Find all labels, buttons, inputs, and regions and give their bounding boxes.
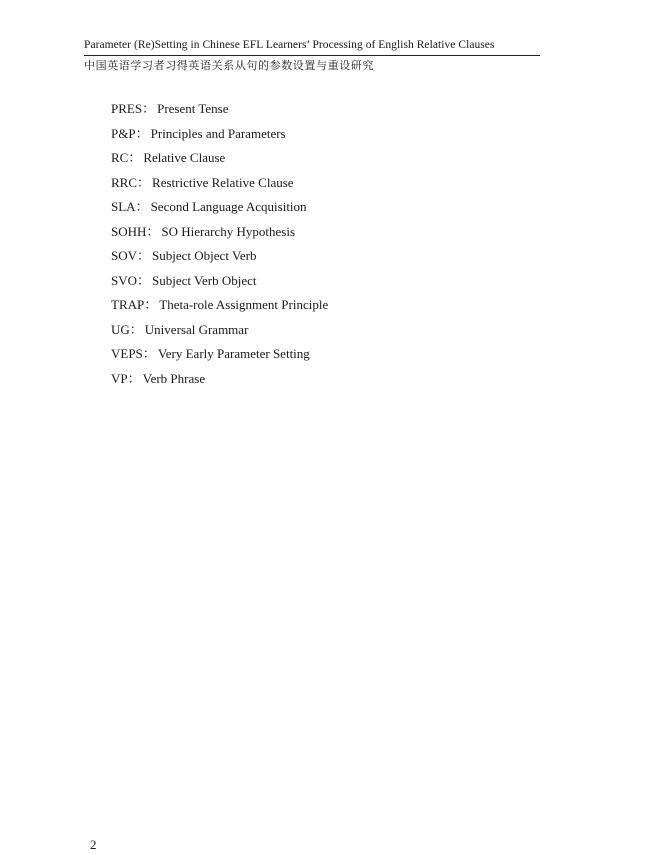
abbreviation-item (111, 367, 328, 392)
abbreviation-meaning: Subject Verb Object (152, 272, 257, 288)
abbreviation-separator: ： (135, 125, 149, 141)
abbreviation-separator: ： (127, 370, 141, 386)
abbreviation-meaning: Second Language Acquisition (150, 199, 307, 214)
abbreviation-item (111, 195, 328, 220)
abbreviation-item (111, 269, 328, 294)
abbreviation-separator: ： (142, 346, 156, 361)
abbreviation-item (111, 318, 328, 343)
abbreviation-term: P&P (111, 125, 136, 141)
abbreviation-item (111, 146, 328, 171)
abbreviation-meaning: Subject Object Verb (152, 248, 257, 263)
abbreviation-list (111, 97, 328, 391)
abbreviation-term: RC (111, 150, 129, 165)
abbreviation-meaning: Relative Clause (143, 150, 226, 165)
abbreviation-term: SVO (111, 272, 138, 288)
page-number: 2 (90, 837, 97, 852)
abbreviation-term: VEPS (111, 346, 143, 361)
abbreviation-item (111, 244, 328, 269)
abbreviation-term: SOV (111, 248, 138, 263)
abbreviation-meaning: Restrictive Relative Clause (152, 174, 294, 190)
abbreviation-term: RRC (111, 174, 138, 190)
abbreviation-separator: ： (137, 174, 151, 190)
abbreviation-item (111, 97, 328, 122)
abbreviation-meaning: SO Hierarchy Hypothesis (161, 223, 296, 239)
abbreviation-separator: ： (142, 101, 156, 116)
abbreviation-meaning: Principles and Parameters (150, 125, 286, 141)
abbreviation-separator: ： (137, 272, 151, 288)
abbreviation-meaning: Universal Grammar (144, 321, 249, 337)
abbreviation-item (111, 171, 328, 196)
abbreviation-meaning: Present Tense (157, 101, 229, 116)
abbreviation-term: SOHH (111, 223, 147, 239)
abbreviation-meaning: Very Early Parameter Setting (157, 346, 310, 361)
header-english-title: Parameter (Re)Setting in Chinese EFL Learners’ Processing of English Relative Clauses (84, 39, 495, 51)
abbreviation-meaning: Theta-role Assignment Principle (159, 297, 329, 312)
header-chinese-title: 中国英语学习者习得英语关系从句的参数设置与重设研究 (84, 59, 374, 72)
abbreviation-item (111, 342, 328, 367)
abbreviation-separator: ： (129, 321, 143, 337)
abbreviation-separator: ： (146, 223, 160, 239)
abbreviation-item (111, 122, 328, 147)
abbreviation-item (111, 293, 328, 318)
abbreviation-separator: ： (144, 297, 158, 312)
abbreviation-meaning: Verb Phrase (142, 370, 206, 386)
abbreviation-term: TRAP (111, 297, 145, 312)
abbreviation-separator: ： (135, 199, 149, 214)
abbreviation-separator: ： (137, 248, 151, 263)
abbreviation-term: UG (111, 321, 130, 337)
abbreviation-term: SLA (111, 199, 136, 214)
abbreviation-separator: ： (128, 150, 142, 165)
running-header (84, 38, 540, 73)
abbreviation-item (111, 220, 328, 245)
abbreviation-term: VP (111, 370, 128, 386)
abbreviation-term: PRES (111, 101, 143, 116)
header-rule (84, 55, 540, 56)
